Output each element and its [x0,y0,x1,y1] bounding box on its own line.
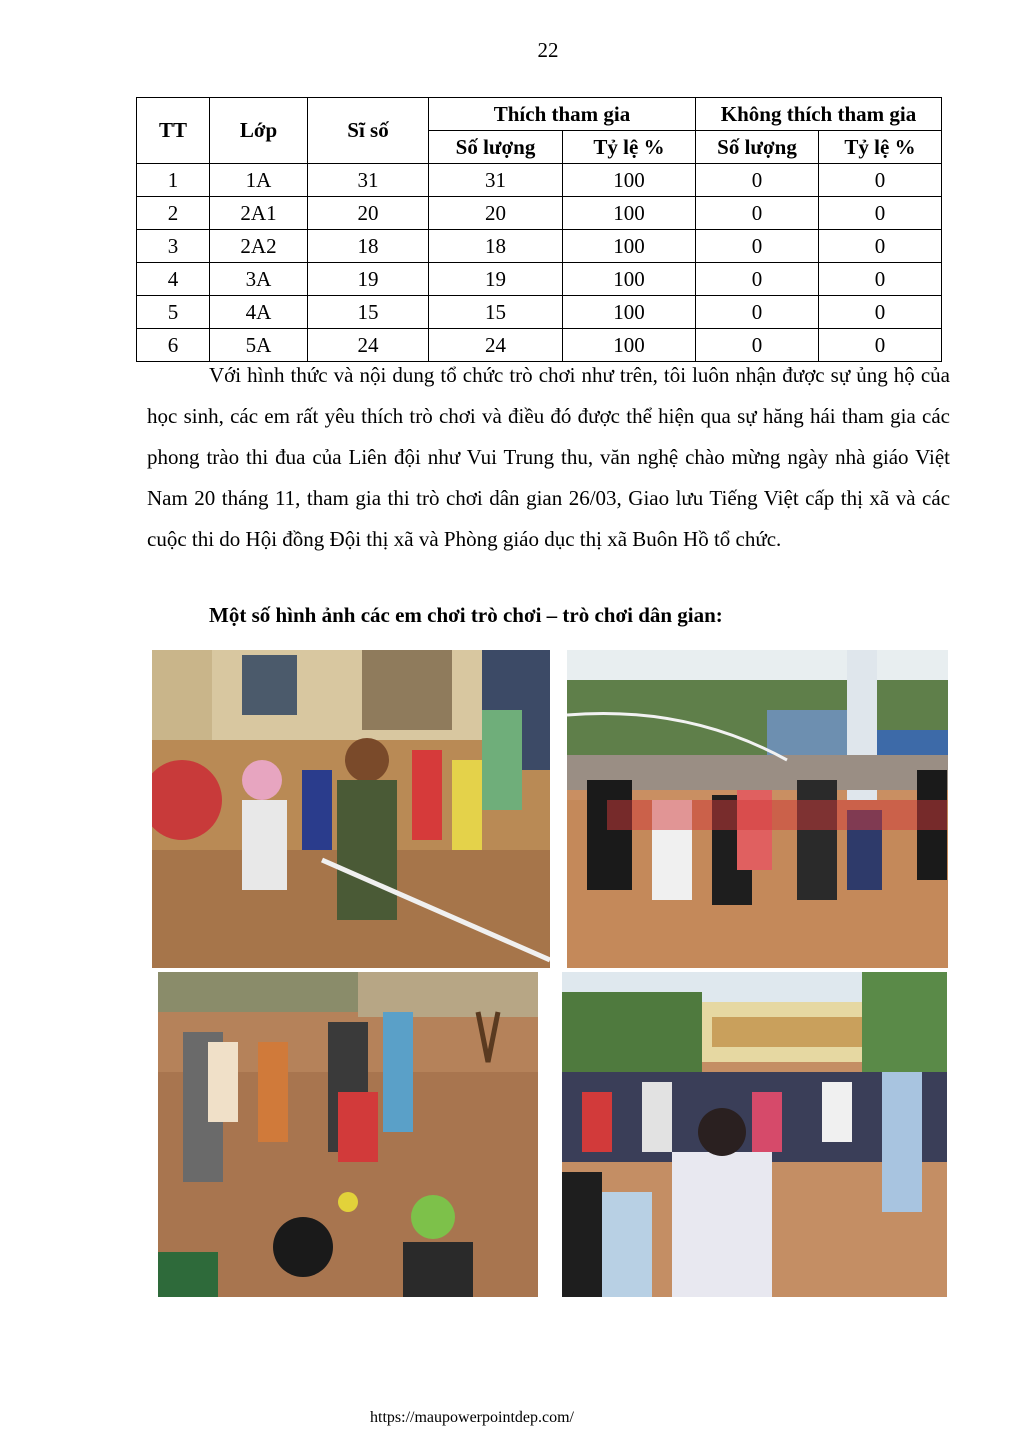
footer-url: https://maupowerpointdep.com/ [370,1409,574,1426]
table-cell: 18 [308,230,429,263]
table-cell: 0 [696,197,819,230]
header-si-so: Sĩ số [308,98,429,164]
paragraph-line: hăng hái tham gia các phong trào thi đua của Liên đội như Vui Trung thu, văn [147,404,950,469]
table-cell: 15 [308,296,429,329]
paragraph-line: nghệ chào mừng ngày nhà giáo Việt Nam 20 tháng 11, tham gia thi trò chơi dân [147,445,951,510]
page-number: 22 [537,38,559,62]
table-cell: 0 [819,197,942,230]
table-cell: 15 [429,296,563,329]
table-cell: 2A1 [210,197,308,230]
table-cell: 2A2 [210,230,308,263]
table-cell: 1 [137,164,210,197]
table-cell: 0 [696,296,819,329]
photo-school-yard-crowd [562,972,947,1297]
header-thich-tham-gia: Thích tham gia [429,98,696,131]
table-cell: 3A [210,263,308,296]
table-cell: 0 [819,296,942,329]
table-cell: 5A [210,329,308,362]
table-cell: 19 [308,263,429,296]
table-row [137,296,942,329]
table-cell: 100 [563,164,696,197]
photo-jump-rope [567,650,948,968]
table-cell: 3 [137,230,210,263]
table-cell: 24 [308,329,429,362]
header-so-luong: Số lượng [429,131,563,164]
table-cell: 6 [137,329,210,362]
table-cell: 19 [429,263,563,296]
table-cell: 100 [563,329,696,362]
table-cell: 5 [137,296,210,329]
table-cell: 18 [429,230,563,263]
table-row [137,197,942,230]
table-cell: 100 [563,197,696,230]
header-ty-le: Tỷ lệ % [563,131,696,164]
paragraph-line: Với hình thức và nội dung tổ chức trò chơi như trên, tôi luôn nhận được sự [209,363,851,387]
table-cell: 100 [563,263,696,296]
header-tt: TT [137,98,210,164]
table-cell: 1A [210,164,308,197]
body-paragraph [147,355,950,560]
header-ty-le: Tỷ lệ % [819,131,942,164]
table-cell: 20 [308,197,429,230]
table-cell: 4A [210,296,308,329]
table-cell: 100 [563,296,696,329]
table-cell: 24 [429,329,563,362]
table-row [137,263,942,296]
table-cell: 31 [308,164,429,197]
table-cell: 100 [563,230,696,263]
table-cell: 0 [696,230,819,263]
table-row [137,230,942,263]
table-cell: 0 [696,164,819,197]
photo-ball-game [158,972,538,1297]
paragraph-line: gian 26/03, Giao lưu Tiếng Việt cấp thị xã và các cuộc thi do Hội đồng Đội thị xã [147,486,951,551]
header-lop: Lớp [210,98,308,164]
table-cell: 0 [819,230,942,263]
header-khong-thich-tham-gia: Không thích tham gia [696,98,942,131]
photo-caption: Một số hình ảnh các em chơi trò chơi – trò chơi dân gian: [209,603,723,627]
table-cell: 0 [819,263,942,296]
participation-table [136,97,942,362]
table-cell: 0 [819,164,942,197]
table-cell: 0 [819,329,942,362]
table-row [137,164,942,197]
paragraph-line: và Phòng giáo dục thị xã Buôn Hồ tổ chức. [418,527,782,551]
table-cell: 31 [429,164,563,197]
table-cell: 0 [696,329,819,362]
paragraph-line: ủng hộ của học sinh, các em rất yêu thích trò chơi và điều đó được thể hiện qua sự [147,363,950,428]
table-cell: 2 [137,197,210,230]
table-cell: 0 [696,263,819,296]
table-cell: 20 [429,197,563,230]
table-cell: 4 [137,263,210,296]
header-so-luong: Số lượng [696,131,819,164]
photo-tug-of-war [152,650,550,968]
